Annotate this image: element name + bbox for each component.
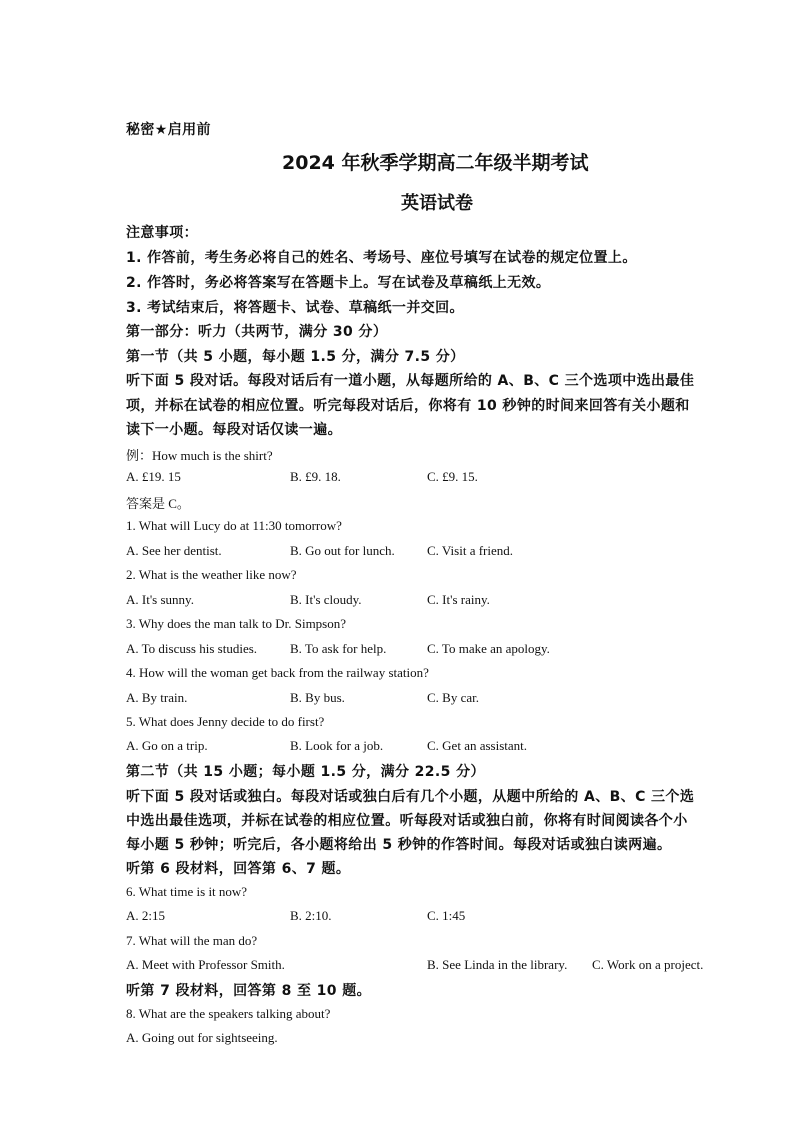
option-b: B. 2:10. xyxy=(290,908,332,923)
option-a: A. 2:15 xyxy=(126,908,165,923)
question-text: 8. What are the speakers talking about? xyxy=(126,1006,331,1021)
section2-instruction: 听下面 5 段对话或独白。每段对话或独白后有几个小题，从题中所给的 A、B、C 三个选 xyxy=(126,789,695,805)
note-item: 2. 作答时，务必将答案写在答题卡上。写在试卷及草稿纸上无效。 xyxy=(126,275,551,291)
section2-heading: 第二节（共 15 小题；每小题 1.5 分，满分 22.5 分） xyxy=(126,764,485,780)
option-b: B. See Linda in the library. xyxy=(427,957,568,972)
question-text: 2. What is the weather like now? xyxy=(126,567,297,582)
option-b: B. To ask for help. xyxy=(290,641,387,656)
option-a: A. Meet with Professor Smith. xyxy=(126,957,285,972)
option-c: C. Get an assistant. xyxy=(427,738,528,753)
option-a: A. Going out for sightseeing. xyxy=(126,1030,278,1045)
option-c: C. Visit a friend. xyxy=(427,543,513,558)
exam-subtitle: 英语试卷 xyxy=(401,193,473,214)
option-b: B. Look for a job. xyxy=(290,738,384,753)
option-c: C. Work on a project. xyxy=(592,957,704,972)
section1-instruction: 读下一小题。每段对话仅读一遍。 xyxy=(126,422,342,438)
option-a: A. See her dentist. xyxy=(126,543,222,558)
material-heading: 听第 6 段材料，回答第 6、7 题。 xyxy=(126,861,351,877)
example-question: 例：How much is the shirt? xyxy=(126,448,273,463)
confidential-mark: 秘密★启用前 xyxy=(126,122,211,138)
section2-instruction: 中选出最佳选项，并标在试卷的相应位置。听每段对话或独白前，你将有时间阅读各个小 xyxy=(126,813,688,829)
material-heading: 听第 7 段材料，回答第 8 至 10 题。 xyxy=(126,983,372,999)
section1-instruction: 听下面 5 段对话。每段对话后有一道小题，从每题所给的 A、B、C 三个选项中选出最佳 xyxy=(126,373,695,389)
option-a: A. To discuss his studies. xyxy=(126,641,258,656)
question-text: 3. Why does the man talk to Dr. Simpson? xyxy=(126,616,347,631)
option-a: A. Go on a trip. xyxy=(126,738,208,753)
option-c: C. By car. xyxy=(427,690,479,705)
question-text: 1. What will Lucy do at 11:30 tomorrow? xyxy=(126,518,342,533)
section1-heading: 第一节（共 5 小题，每小题 1.5 分，满分 7.5 分） xyxy=(126,349,465,365)
question-text: 7. What will the man do? xyxy=(126,933,258,948)
notes-heading: 注意事项： xyxy=(126,225,198,241)
question-text: 5. What does Jenny decide to do first? xyxy=(126,714,325,729)
example-option-b: B. £9. 18. xyxy=(290,469,341,484)
part1-heading: 第一部分：听力（共两节，满分 30 分） xyxy=(126,324,388,340)
option-b: B. It's cloudy. xyxy=(290,592,362,607)
question-text: 4. How will the woman get back from the railway station? xyxy=(126,665,429,680)
option-c: C. It's rainy. xyxy=(427,592,490,607)
option-c: C. 1:45 xyxy=(427,908,466,923)
option-b: B. Go out for lunch. xyxy=(290,543,395,558)
example-option-a: A. £19. 15 xyxy=(126,469,181,484)
note-item: 1. 作答前，考生务必将自己的姓名、考场号、座位号填写在试卷的规定位置上。 xyxy=(126,250,637,266)
example-option-c: C. £9. 15. xyxy=(427,469,478,484)
option-c: C. To make an apology. xyxy=(427,641,550,656)
option-b: B. By bus. xyxy=(290,690,345,705)
section2-instruction: 每小题 5 秒钟；听完后，各小题将给出 5 秒钟的作答时间。每段对话或独白读两遍。 xyxy=(126,837,672,853)
question-text: 6. What time is it now? xyxy=(126,884,248,899)
option-a: A. By train. xyxy=(126,690,188,705)
note-item: 3. 考试结束后，将答题卡、试卷、草稿纸一并交回。 xyxy=(126,300,464,316)
exam-title: 2024 年秋季学期高二年级半期考试 xyxy=(282,152,589,174)
option-a: A. It's sunny. xyxy=(126,592,194,607)
section1-instruction: 项，并标在试卷的相应位置。听完每段对话后，你将有 10 秒钟的时间来回答有关小题和 xyxy=(126,398,690,414)
example-answer: 答案是 C。 xyxy=(126,496,190,511)
